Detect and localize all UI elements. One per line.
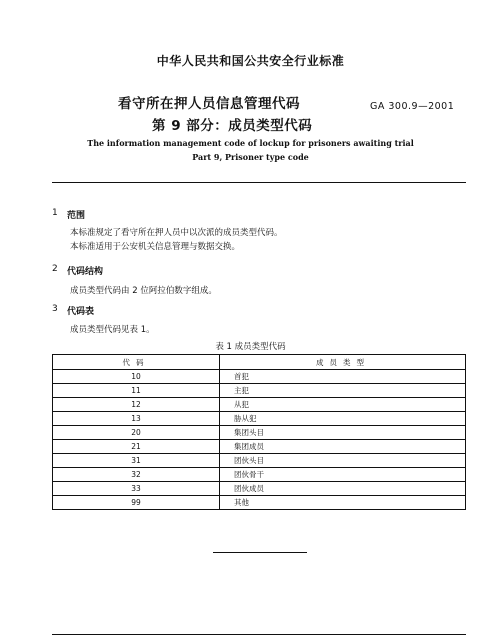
table-caption: 表 1 成员类型代码 bbox=[215, 342, 286, 352]
document-subtitle: 第 9 部分：成员类型代码 bbox=[152, 118, 313, 134]
table-row bbox=[53, 370, 466, 384]
table-row bbox=[53, 384, 466, 398]
table-row bbox=[53, 412, 466, 426]
standard-number: GA 300.9—2001 bbox=[370, 101, 455, 112]
section-1-paragraph-2: 本标准适用于公安机关信息管理与数据交换。 bbox=[70, 242, 241, 252]
end-marker-line bbox=[213, 552, 307, 553]
title-divider bbox=[52, 182, 466, 183]
footer-rule bbox=[52, 634, 466, 635]
document-title: 看守所在押人员信息管理代码 bbox=[118, 96, 300, 112]
row-type: 主犯 bbox=[220, 384, 466, 398]
table-row bbox=[53, 398, 466, 412]
row-code: 12 bbox=[53, 398, 220, 412]
row-type: 从犯 bbox=[220, 398, 466, 412]
row-type: 团伙成员 bbox=[220, 482, 466, 496]
section-3-number: 3 bbox=[52, 304, 58, 314]
row-code: 32 bbox=[53, 468, 220, 482]
row-type: 团伙骨干 bbox=[220, 468, 466, 482]
row-type: 胁从犯 bbox=[220, 412, 466, 426]
table-row bbox=[53, 440, 466, 454]
table-row bbox=[53, 454, 466, 468]
section-2-paragraph-1: 成员类型代码由 2 位阿拉伯数字组成。 bbox=[70, 286, 217, 296]
row-type: 其他 bbox=[220, 496, 466, 510]
row-code: 13 bbox=[53, 412, 220, 426]
row-code: 20 bbox=[53, 426, 220, 440]
table-row bbox=[53, 426, 466, 440]
section-2-title: 代码结构 bbox=[67, 267, 104, 277]
english-subtitle: Part 9, Prisoner type code bbox=[192, 152, 309, 162]
row-code: 21 bbox=[53, 440, 220, 454]
row-type: 首犯 bbox=[220, 370, 466, 384]
section-3-title: 代码表 bbox=[67, 307, 95, 317]
section-1-title: 范围 bbox=[67, 211, 86, 221]
table-row bbox=[53, 496, 466, 510]
section-3-paragraph-1: 成员类型代码见表 1。 bbox=[70, 325, 155, 335]
section-2-number: 2 bbox=[52, 264, 58, 274]
standard-header: 中华人民共和国公共安全行业标准 bbox=[156, 54, 345, 68]
table-row bbox=[53, 468, 466, 482]
table-row bbox=[53, 482, 466, 496]
row-type: 集团头目 bbox=[220, 426, 466, 440]
section-1-paragraph-1: 本标准规定了看守所在押人员中以次派的成员类型代码。 bbox=[70, 228, 283, 238]
row-type: 团伙头目 bbox=[220, 454, 466, 468]
type-column-header: 成员类型 bbox=[220, 355, 466, 370]
row-code: 99 bbox=[53, 496, 220, 510]
code-column-header: 代码 bbox=[53, 355, 220, 370]
row-code: 11 bbox=[53, 384, 220, 398]
row-code: 33 bbox=[53, 482, 220, 496]
table-header-row bbox=[53, 355, 466, 370]
row-code: 10 bbox=[53, 370, 220, 384]
row-type: 集团成员 bbox=[220, 440, 466, 454]
code-table bbox=[52, 354, 466, 510]
english-title: The information management code of lockup for prisoners awaiting trial bbox=[87, 138, 414, 148]
section-1-number: 1 bbox=[52, 208, 58, 218]
row-code: 31 bbox=[53, 454, 220, 468]
